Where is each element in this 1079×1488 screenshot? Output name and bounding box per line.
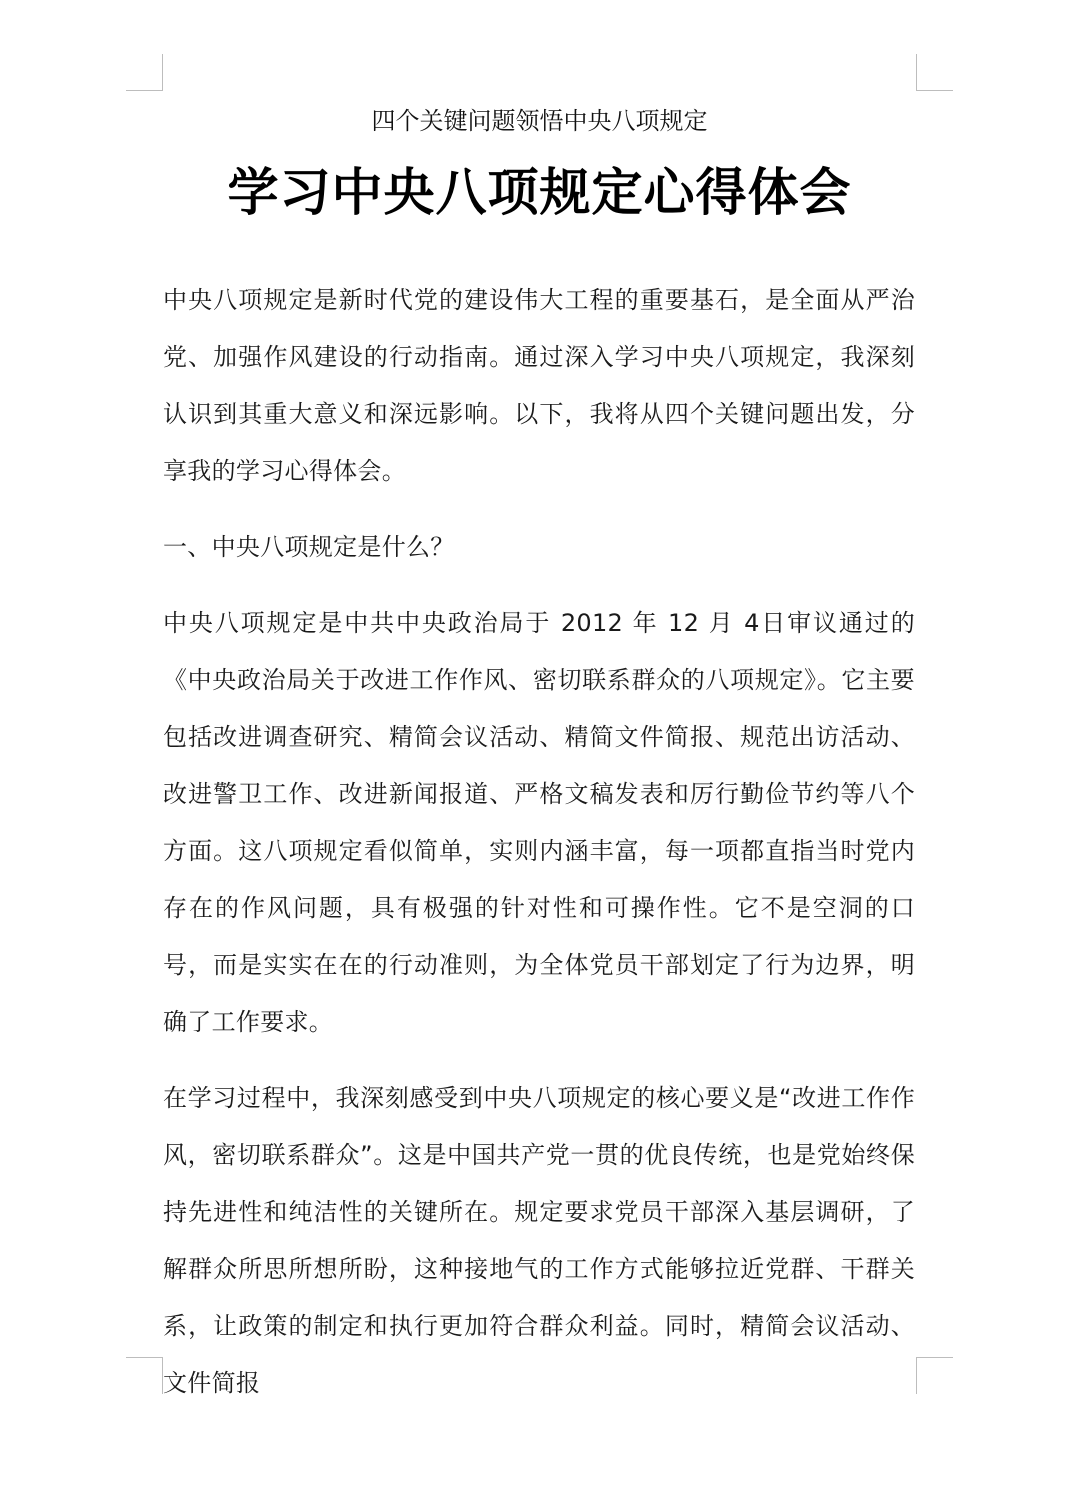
document-title: 学习中央八项规定心得体会 [227,164,852,223]
crop-mark-bottom-right [916,1357,953,1394]
document-body [163,272,915,1412]
paragraph-definition: 中央八项规定是中共中央政治局于 2012 年 12 月 4日审议通过的《中央政治局关于改进工作作风、密切联系群众的八项规定》。它主要包括改进调查研究、精简会议活动、精简文件简报、规范出访活动、改进警卫工作、改进新闻报道、严格文稿发表和厉行勤俭节约等八个方面。这八项规定看似简单，实则内涵丰富，每一项都直指当时党内存在的作风问题，具有极强的针对性和可操作性。它不是空洞的口号，而是实实在在的行动准则，为全体党员干部划定了行为边界，明确了工作要求。 [163,609,915,1036]
paragraph-intro: 中央八项规定是新时代党的建设伟大工程的重要基石，是全面从严治党、加强作风建设的行动指南。通过深入学习中央八项规定，我深刻认识到其重大意义和深远影响。以下，我将从四个关键问题出发，分享我的学习心得体会。 [163,286,915,485]
crop-mark-top-left [126,54,163,91]
document-subtitle: 四个关键问题领悟中央八项规定 [371,107,708,135]
paragraph-core-meaning: 在学习过程中，我深刻感受到中央八项规定的核心要义是“改进工作作风，密切联系群众”。这是中国共产党一贯的优良传统，也是党始终保持先进性和纯洁性的关键所在。规定要求党员干部深入基层调研，了解群众所思所想所盼，这种接地气的工作方式能够拉近党群、干群关系，让政策的制定和执行更加符合群众利益。同时，精简会议活动、文件简报 [163,1084,915,1397]
crop-mark-top-right [916,54,953,91]
section-heading-1: 一、中央八项规定是什么？ [163,533,455,561]
crop-mark-bottom-left [126,1357,163,1394]
